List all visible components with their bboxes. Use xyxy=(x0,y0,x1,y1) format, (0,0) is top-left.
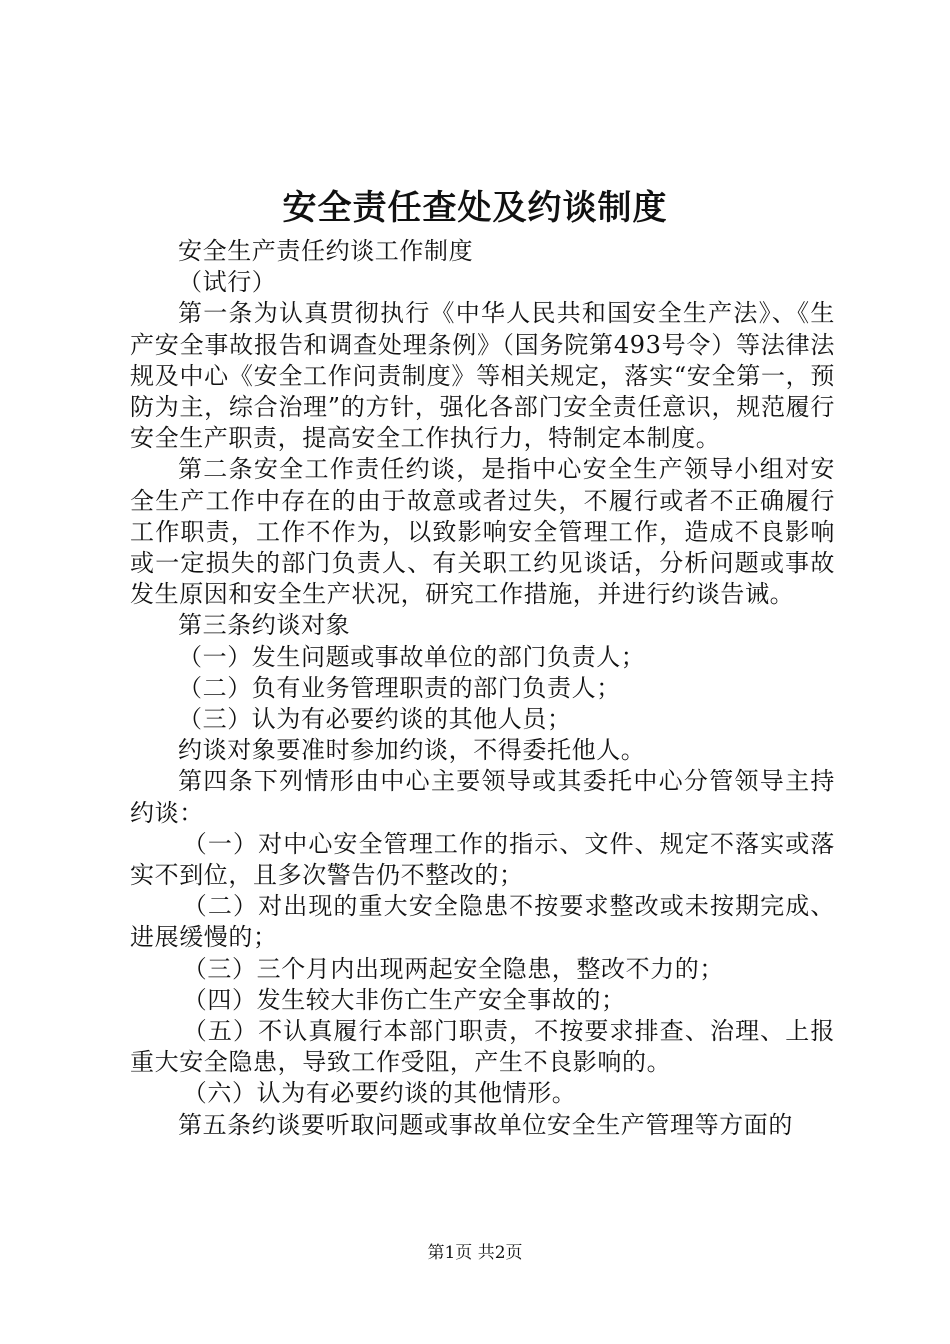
article-3-item-2: （二）负有业务管理职责的部门负责人； xyxy=(178,673,621,702)
article-3-note: 约谈对象要准时参加约谈，不得委托他人。 xyxy=(178,736,646,765)
document-body xyxy=(130,236,835,1141)
article-3-item-3: （三）认为有必要约谈的其他人员； xyxy=(178,705,572,734)
article-4-item-3: （三）三个月内出现两起安全隐患，整改不力的； xyxy=(182,954,724,983)
article-4-item-5: （五）不认真履行本部门职责，不按要求排查、治理、上报重大安全隐患，导致工作受阻，产生不良影响的。 xyxy=(130,1017,835,1077)
page-number-footer: 第1页 共2页 xyxy=(427,1243,523,1263)
article-4-item-2: （二）对出现的重大安全隐患不按要求整改或未按期完成、进展缓慢的； xyxy=(130,892,835,952)
subtitle: 安全生产责任约谈工作制度 xyxy=(178,237,474,265)
article-3-heading: 第三条约谈对象 xyxy=(178,611,351,640)
article-4-item-6: （六）认为有必要约谈的其他情形。 xyxy=(182,1079,577,1108)
article-4-item-4: （四）发生较大非伤亡生产安全事故的； xyxy=(182,985,626,1014)
article-4-heading: 第四条下列情形由中心主要领导或其委托中心分管领导主持约谈： xyxy=(130,767,835,827)
article-2: 第二条安全工作责任约谈，是指中心安全生产领导小组对安全生产工作中存在的由于故意或者过失，不履行或者不正确履行工作职责，工作不作为，以致影响安全管理工作，造成不良影响或一定损失的部门负责人、有关职工约见谈话，分析问题或事故发生原因和安全生产状况，研究工作措施，并进行约谈告诫。 xyxy=(130,455,835,609)
document-title: 安全责任查处及约谈制度 xyxy=(282,188,668,228)
subtitle-note: （试行） xyxy=(178,268,277,297)
article-1: 第一条为认真贯彻执行《中华人民共和国安全生产法》、《生产安全事故报告和调查处理条例》（国务院第493号令）等法律法规及中心《安全工作问责制度》等相关规定，落实“安全第一，预防为主，综合治理”的方针，强化各部门安全责任意识，规范履行安全生产职责，提高安全工作执行力，特制定本制度。 xyxy=(130,299,835,453)
article-4-item-1: （一）对中心安全管理工作的指示、文件、规定不落实或落实不到位，且多次警告仍不整改的； xyxy=(130,829,835,890)
article-3-item-1: （一）发生问题或事故单位的部门负责人； xyxy=(178,642,646,671)
article-5: 第五条约谈要听取问题或事故单位安全生产管理等方面的 xyxy=(178,1110,793,1139)
